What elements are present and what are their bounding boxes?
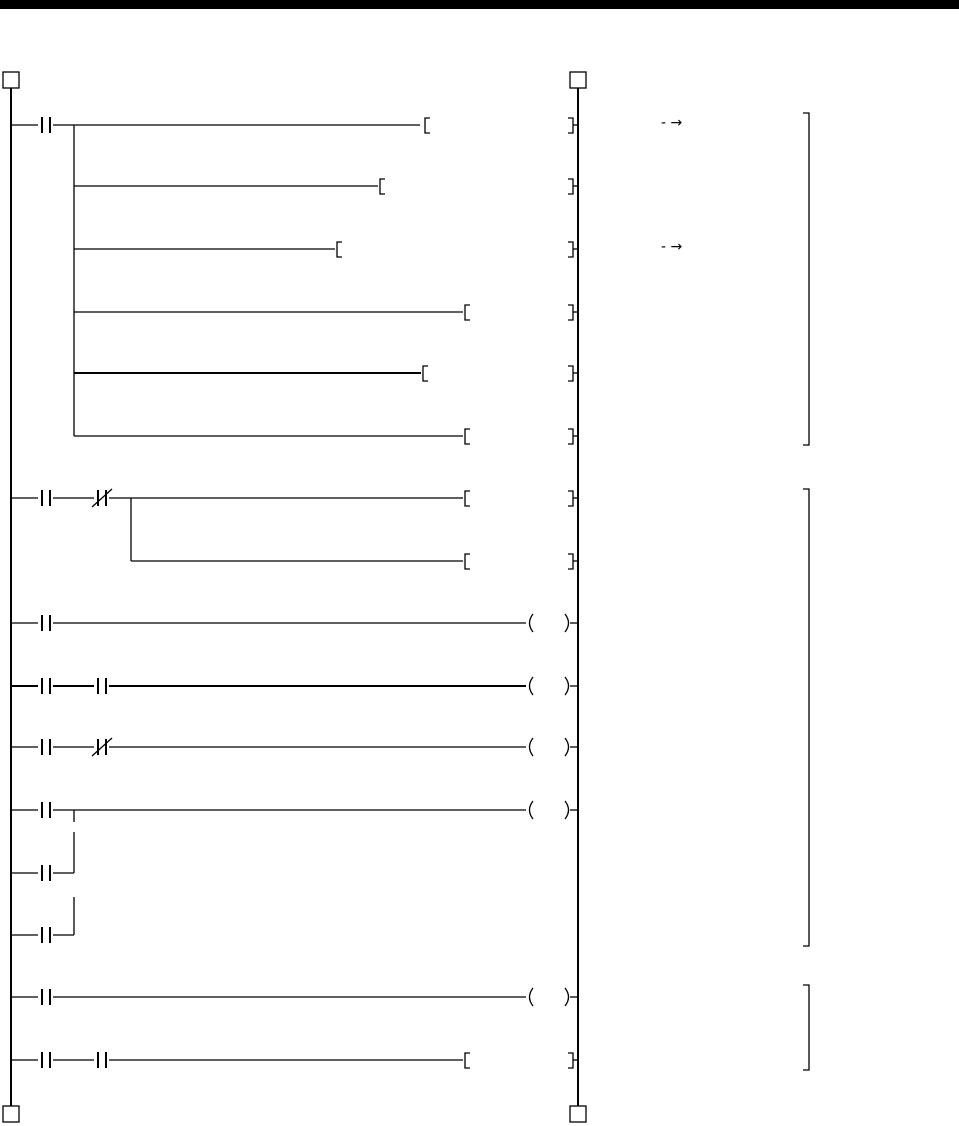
- instruction-bracket-left: [380, 179, 385, 194]
- instruction-bracket-left: [465, 1053, 470, 1068]
- group-brace-3: [803, 985, 809, 1070]
- contact-no: [42, 1052, 50, 1068]
- instruction-bracket-right: [568, 179, 573, 194]
- instruction-bracket-right: [568, 554, 573, 569]
- contact-no: [42, 117, 50, 133]
- instruction-bracket-left: [465, 491, 470, 506]
- coil: [530, 801, 569, 819]
- rung-5: [11, 738, 578, 756]
- coil: [530, 614, 569, 632]
- transfer-arrow-1: - →: [661, 115, 683, 131]
- contact-no: [42, 678, 50, 694]
- coil: [530, 988, 569, 1006]
- rung-2-branch-2: [131, 554, 578, 569]
- corner-marker-top-right: [570, 72, 586, 88]
- instruction-bracket-right: [568, 305, 573, 320]
- contact-no: [42, 802, 50, 818]
- rung-1-branch-4: [74, 305, 578, 320]
- rung-6: [11, 801, 578, 943]
- rung-2: [11, 489, 578, 561]
- instruction-bracket-left: [337, 242, 342, 257]
- contact-no: [42, 490, 50, 506]
- transfer-arrow-2: - →: [661, 239, 683, 255]
- rung-4: [11, 677, 578, 695]
- contact-no: [42, 989, 50, 1005]
- rung-1-branch-5: [74, 366, 578, 381]
- rung-8: [11, 1052, 578, 1068]
- instruction-bracket-left: [423, 366, 428, 381]
- corner-marker-bottom-right: [570, 1106, 586, 1122]
- instruction-bracket-right: [568, 1053, 573, 1068]
- rung-1-branch-3: [74, 242, 578, 257]
- instruction-bracket-right: [568, 118, 573, 133]
- coil: [530, 738, 569, 756]
- rung-7: [11, 988, 578, 1006]
- instruction-bracket-right: [568, 429, 573, 444]
- corner-marker-bottom-left: [3, 1106, 19, 1122]
- rung-3: [11, 614, 578, 632]
- corner-marker-top-left: [3, 72, 19, 88]
- rung-1-branch-6: [74, 429, 578, 444]
- contact-no: [42, 927, 50, 943]
- rung-1: [11, 117, 578, 436]
- instruction-bracket-right: [568, 491, 573, 506]
- instruction-bracket-right: [568, 242, 573, 257]
- contact-no: [98, 1052, 106, 1068]
- instruction-bracket-left: [465, 554, 470, 569]
- rung-1-branch-2: [74, 179, 578, 194]
- group-brace-2: [803, 489, 809, 946]
- contact-no: [98, 678, 106, 694]
- instruction-bracket-right: [568, 366, 573, 381]
- coil: [530, 677, 569, 695]
- contact-no: [42, 865, 50, 881]
- contact-no: [42, 739, 50, 755]
- instruction-bracket-left: [465, 305, 470, 320]
- instruction-bracket-left: [465, 429, 470, 444]
- contact-no: [42, 615, 50, 631]
- group-brace-1: [803, 113, 809, 445]
- instruction-bracket-left: [425, 118, 430, 133]
